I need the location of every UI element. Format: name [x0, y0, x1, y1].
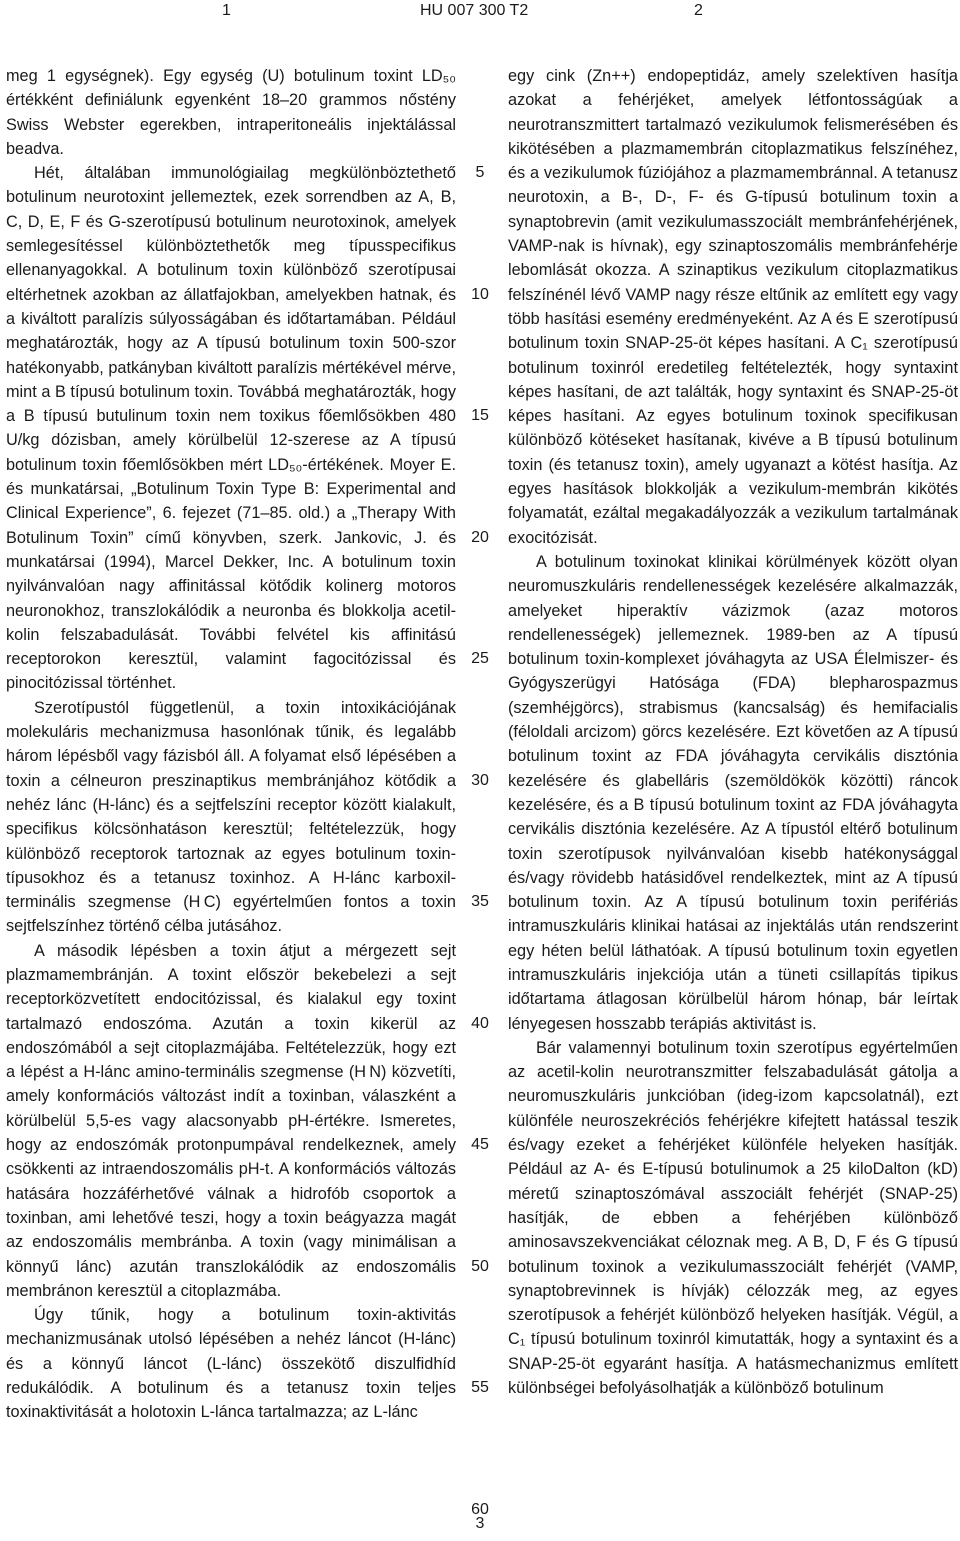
line-number: 30: [471, 771, 489, 789]
paragraph: Úgy tűnik, hogy a botulinum toxin-aktivitás mechanizmusának utolsó lépésében a nehéz láncot (H-lánc) és a könnyű láncot (L-lánc) összekötő diszulfidhíd redukálódik. A botulinum és a tetanusz toxin teljes toxinaktivitását a holotoxin L-lánca tartalmazza; az L-lánc: [6, 1306, 456, 1422]
document-id: HU 007 300 T2: [420, 2, 529, 19]
line-number: 15: [471, 407, 489, 425]
line-number: 40: [471, 1014, 489, 1032]
paragraph: Szerotípustól függetlenül, a toxin intoxikációjának molekuláris mechanizmusa hasonlónak tűnik, és legalább három lépésből vagy fázisból áll. A folyamat első lépésében a toxin a célneuron preszinaptikus membránjához kötődik a nehéz lánc (H-lánc) és a sejtfelszíni receptor között kialakult, specifikus kölcsönhatáson keresztül; feltételezzük, hogy különböző receptorok tartoznak az egyes botulinum toxin-típusokhoz és a tetanusz toxinhoz. A H-lánc karboxil-terminális szegmense (H C) egyértelműen fontos a toxin sejtfelszínhez történő célba jutásához.: [6, 698, 456, 936]
line-number: 35: [471, 893, 489, 911]
line-number: 5: [475, 164, 485, 182]
line-number: 25: [471, 650, 489, 668]
paragraph: Hét, általában immunológiailag megkülönböztethető botulinum neurotoxint jellemeztek, ezek sorrendben az A, B, C, D, E, F és G-szerotípusú botulinum neurotoxinok, amelyek semlegesítéssel különböztethetők meg típusspecifikus ellenanyagokkal. A botulinum toxin különböző szerotípusai eltérhetnek azokban az állatfajokban, amelyekben hatnak, és a kiváltott paralízis súlyosságában és időtartamában. Például meghatározták, hogy az A típusú botulinum toxin 500-szor hatékonyabb, patkányban kiváltott paralízis mértékével mérve, mint a B típusú botulinum toxin. Továbbá meghatározták, hogy a B típusú butulinum toxin nem toxikus főemlősökben 480 U/kg dózisban, amely körülbelül 12-szerese az A típusú botulinum toxin főemlősökben mért LD₅₀-értékének. Moyer E. és munkatársai, „Botulinum Toxin Type B: Experimental and Clinical Experience”, 6. fejezet (71–85. old.) a „Therapy With Botulinum Toxin” című könyvben, szerk. Jankovic, J. és munkatársai (1994), Marcel Dekker, Inc. A botulinum toxin nyilvánvalóan nagy affinitással kötődik kolinerg motoros neuronokhoz, transzlokálódik a neuronba és blokkolja acetil-kolin felszabadulását. További felvétel kis affinitású receptorokon keresztül, valamint fagocitózissal és pinocitózissal történhet.: [6, 164, 456, 693]
line-number: 55: [471, 1379, 489, 1397]
page-header: [0, 2, 960, 24]
left-text-column: [6, 64, 456, 1425]
right-column-number: 2: [694, 2, 703, 19]
paragraph: egy cink (Zn++) endopeptidáz, amely szelektíven hasítja azokat a fehérjéket, amelyek létfontosságúak a neurotranszmittert tartalmazó vezikulumok felismerésében és kikötésében a plazmamembrán citoplazmatikus felszínéhez, és a vezikulumok fúziójához a plazmamembránnal. A tetanusz neurotoxin, a B-, D-, F- és G-típusú botulinum toxin a synaptobrevin (amit vezikulumasszociált membránfehérjének, VAMP-nak is hívnak), egy szinaptoszomális membránfehérje lebomlását okozza. A szinaptikus vezikulum citoplazmatikus felszínénél lévő VAMP nagy része eltűnik az említett egy vagy több hasítási esemény eredményeként. Az A és E szerotípusú botulinum toxin SNAP-25-öt képes hasítani. A C₁ szerotípusú botulinum toxinról eredetileg feltételezték, hogy syntaxint képes hasítani, de azt találták, hogy syntaxint és SNAP-25-öt képes hasítani. Az egyes botulinum toxinok specifikusan különböző kötéseket hasítanak, kivéve a B típusú botulinum toxin (és tetanusz toxin), amely ugyanazt a kötést hasítja. Az egyes hasítások blokkolják a vezikulum-membrán kikötés folyamatát, ezáltal megakadályozzák a vezikulum tartalmának exocitózisát.: [508, 67, 958, 547]
paragraph: A botulinum toxinokat klinikai körülmények között olyan neuromuszkuláris rendellenességek kezelésére alkalmazzák, amelyeket hiperaktív vázizmok (azaz motoros rendellenességek) jellemeznek. 1989-ben az A típusú botulinum toxin-komplexet jóváhagyta az USA Élelmiszer- és Gyógyszerügyi Hatósága (FDA) blepharospazmus (szemhéjgörcs), strabismus (kancsalság) és hemifacialis (féloldali arcizom) görcs kezelésére. Ezt követően az A típusú botulinum toxint az FDA jóváhagyta cervikális disztónia kezelésére és glabelláris (szemöldökök közötti) ráncok kezelésére, és a B típusú botulinum toxint az FDA jóváhagyta cervikális disztónia kezelésére. Az A típustól eltérő botulinum toxin szerotípusok nyilvánvalóan kisebb hatékonysággal és/vagy rövidebb hatásidővel rendelkeztek, mint az A típusú botulinum toxin. Az A típusú botulinum toxin perifériás intramuszkuláris klinikai hatásai az injektálás után rendszerint egy héten belül láthatóak. A típusú botulinum toxin egyetlen intramuszkuláris injekciója után a tüneti csillapítás tipikus időtartama átlagosan körülbelül három hónap, bár leírtak lényegesen hosszabb terápiás aktivitást is.: [508, 552, 958, 1033]
line-number: 20: [471, 528, 489, 546]
right-text-column: [508, 64, 958, 1400]
paragraph: A második lépésben a toxin átjut a mérgezett sejt plazmamembránján. A toxint először bekebelezi a sejt receptorközvetített endocitózissal, és kialakul egy toxint tartalmazó endoszóma. Azután a toxin kikerül az endoszómából a sejt citoplazmájába. Feltételezzük, hogy ezt a lépést a H-lánc amino-terminális szegmense (H N) közvetíti, amely konformációs változást indít a toxinban, válaszként a körülbelül 5,5-es vagy alacsonyabb pH-értékre. Ismeretes, hogy az endoszómák protonpumpával rendelkeznek, amely csökkenti az intraendoszomális pH-t. A konformációs változás hatására hozzáférhetővé válnak a hidrofób csoportok a toxinban, ami lehetővé teszi, hogy a toxin beágyazza magát az endoszomális membránba. A toxin (vagy minimálisan a könnyű lánc) azután transzlokálódik az endoszomális membránon keresztül a citoplazmába.: [6, 941, 456, 1300]
left-column-number: 1: [222, 2, 231, 19]
paragraph: meg 1 egységnek). Egy egység (U) botulinum toxint LD₅₀ értékként definiálunk egyenként 18–20 grammos nőstény Swiss Webster egerekben, intraperitoneális injektálással beadva.: [6, 67, 456, 158]
page-number: 3: [475, 1515, 485, 1532]
line-number: 10: [471, 285, 489, 303]
paragraph: Bár valamennyi botulinum toxin szerotípus egyértelműen az acetil-kolin neurotranszmitter felszabadulását gátolja a neuromuszkuláris junkcióban (ideg-izom kapcsolatnál), ezt különféle neuroszekréciós fehérjékre kifejtett hatással teszik és/vagy ezeket a fehérjéket különféle helyeken hasítják. Például az A- és E-típusú botulinumok a 25 kiloDalton (kD) méretű szinaptoszómával asszociált fehérjét (SNAP-25) hasítják, de ebben a fehérjében különböző aminosavszekvenciákat céloznak meg. A B, D, F és G típusú botulinum toxinok a vezikulumasszociált fehérjét (VAMP, synaptobrevinnek is hívják) célozzák meg, az egyes szerotípusok a fehérjét különböző helyeken hasítják. Végül, a C₁ típusú botulinum toxinról kimutatták, hogy a syntaxint és a SNAP-25-öt egyaránt hasítja. A hatásmechanizmus említett különbségei befolyásolhatják a különböző botulinum: [508, 1038, 958, 1398]
line-number: 60: [471, 1500, 489, 1518]
line-number: 45: [471, 1136, 489, 1154]
line-number: 50: [471, 1257, 489, 1275]
